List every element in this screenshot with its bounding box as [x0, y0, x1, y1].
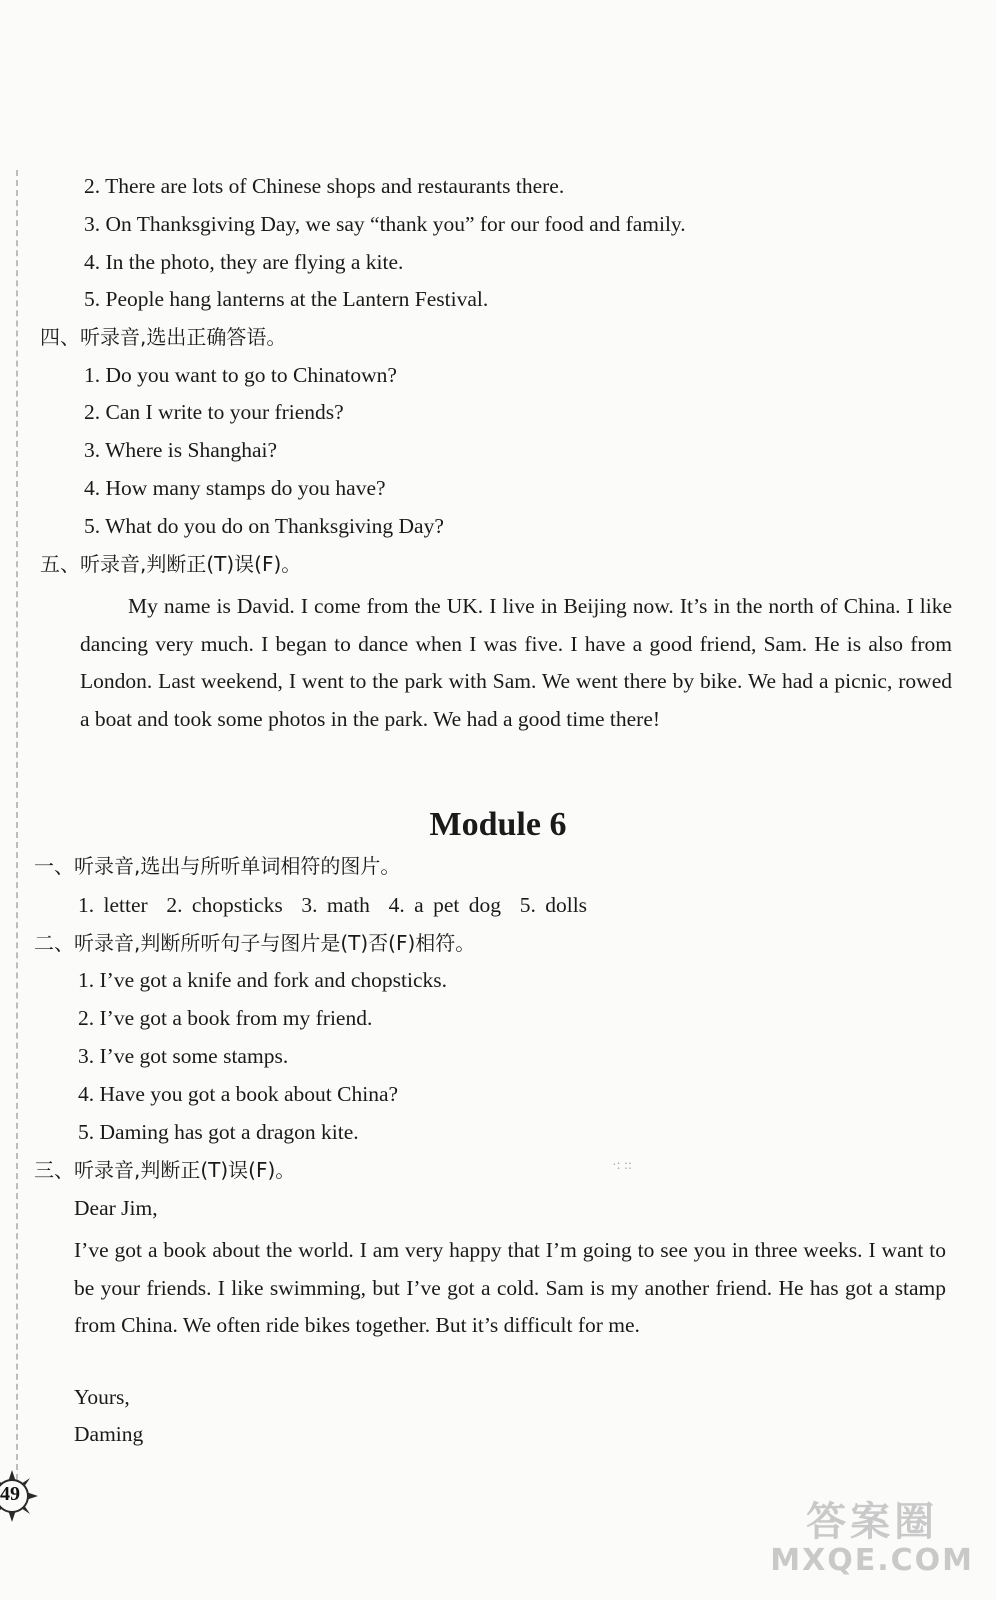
m6-s2-item-3: 3. I’ve got some stamps.	[78, 1044, 289, 1068]
section5-heading: 五、听录音,判断正(T)误(F)。	[40, 552, 302, 576]
letter-body: I’ve got a book about the world. I am very happy that I’m going to see you in three weeks. I want to be your friends. I like swimming, but I’ve got a cold. Sam is my another friend. He has got a stamp from China. We often ride bikes together. But it’s difficult for me.	[74, 1238, 946, 1338]
m6-s2-item-4: 4. Have you got a book about China?	[78, 1082, 399, 1106]
m6-s2-item-1: 1. I’ve got a knife and fork and chopsticks.	[78, 968, 447, 992]
s3-item-3: 3. On Thanksgiving Day, we say “thank you” for our food and family.	[84, 212, 686, 236]
s4-item-1: 1. Do you want to go to Chinatown?	[84, 363, 397, 387]
m6-s2-item-5: 5. Daming has got a dragon kite.	[78, 1120, 359, 1144]
s4-item-3: 3. Where is Shanghai?	[84, 438, 278, 462]
s4-item-4: 4. How many stamps do you have?	[84, 476, 386, 500]
letter-greeting: Dear Jim,	[74, 1196, 158, 1220]
letter-closing: Yours,	[74, 1385, 130, 1409]
letter-signature: Daming	[74, 1422, 144, 1446]
m6-section3-heading: 三、听录音,判断正(T)误(F)。	[34, 1158, 296, 1182]
watermark-url: MXQE.COM	[770, 1543, 974, 1578]
scan-speck: ·: ::	[612, 1158, 632, 1173]
s4-item-2: 2. Can I write to your friends?	[84, 400, 344, 424]
module-title: Module 6	[429, 806, 567, 843]
m6-section1-heading: 一、听录音,选出与所听单词相符的图片。	[34, 854, 401, 878]
section5-passage: My name is David. I come from the UK. I live in Beijing now. It’s in the north of China. I like dancing very much. I began to dance when I was five. I have a good friend, Sam. He is also from London. Last weekend, I went to the park with Sam. We went there by bike. We had a picnic, rowed a boat and took some photos in the park. We had a good time there!	[80, 594, 952, 731]
section4-heading: 四、听录音,选出正确答语。	[40, 325, 287, 349]
m6-section2-heading: 二、听录音,判断所听句子与图片是(T)否(F)相符。	[34, 931, 476, 955]
s3-item-5: 5. People hang lanterns at the Lantern Festival.	[84, 287, 489, 311]
watermark-logo-text: 答案圈	[806, 1499, 939, 1545]
page-number: 49	[0, 1483, 20, 1505]
m6-section1-words: 1. letter 2. chopsticks 3. math 4. a pet dog 5. dolls	[78, 893, 588, 917]
s3-item-2: 2. There are lots of Chinese shops and restaurants there.	[84, 174, 565, 198]
s4-item-5: 5. What do you do on Thanksgiving Day?	[84, 514, 444, 538]
m6-s2-item-2: 2. I’ve got a book from my friend.	[78, 1006, 373, 1030]
watermark	[770, 1500, 974, 1578]
s3-item-4: 4. In the photo, they are flying a kite.	[84, 250, 404, 274]
